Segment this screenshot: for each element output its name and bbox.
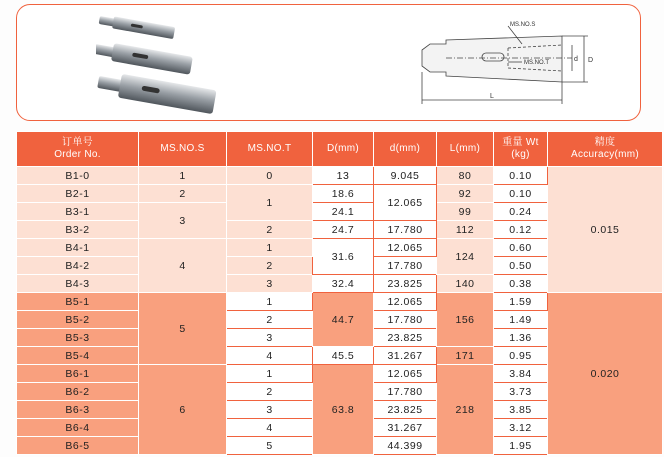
cell-weight: 3.85 [494, 401, 548, 419]
sleeve-small [98, 14, 175, 39]
cell-d: 12.065 [374, 239, 437, 257]
cell-order: B4-3 [17, 275, 139, 293]
cell-ms-s: 1 [139, 167, 227, 185]
header-d: d(mm) [374, 132, 437, 167]
sleeve-medium [96, 40, 193, 75]
cell-D: 24.7 [313, 221, 374, 239]
cell-d: 23.825 [374, 401, 437, 419]
cell-d: 12.065 [374, 185, 437, 221]
cell-ms-s: 3 [139, 203, 227, 239]
drawing-label-s: MS.NO.S [510, 22, 536, 28]
cell-weight: 0.10 [494, 167, 548, 185]
header-accuracy: 精度 Accuracy(mm) [548, 132, 663, 167]
cell-ms-t: 4 [227, 347, 313, 365]
cell-L: 218 [437, 365, 494, 455]
cell-accuracy: 0.015 [548, 167, 663, 293]
cell-d: 17.780 [374, 383, 437, 401]
cell-weight: 3.84 [494, 365, 548, 383]
cell-D: 31.6 [313, 239, 374, 275]
drawing-label-L: L [490, 93, 494, 100]
header-L: L(mm) [437, 132, 494, 167]
cell-D: 32.4 [313, 275, 374, 293]
cell-weight: 1.49 [494, 311, 548, 329]
cell-weight: 0.24 [494, 203, 548, 221]
cell-L: 171 [437, 347, 494, 365]
cell-L: 156 [437, 293, 494, 347]
cell-ms-s: 6 [139, 365, 227, 455]
cell-ms-t: 1 [227, 185, 313, 221]
table-row [17, 293, 663, 311]
cell-L: 112 [437, 221, 494, 239]
header-order: 订单号 Order No. [17, 132, 139, 167]
header-row [17, 132, 663, 167]
cell-weight: 1.95 [494, 437, 548, 455]
cell-L: 140 [437, 275, 494, 293]
cell-order: B3-1 [17, 203, 139, 221]
cell-ms-t: 5 [227, 437, 313, 455]
cell-weight: 3.12 [494, 419, 548, 437]
cell-D: 44.7 [313, 293, 374, 347]
cell-order: B3-2 [17, 221, 139, 239]
cell-weight: 0.95 [494, 347, 548, 365]
cell-order: B6-3 [17, 401, 139, 419]
header-D: D(mm) [313, 132, 374, 167]
cell-order: B6-4 [17, 419, 139, 437]
spec-table [16, 131, 663, 455]
cell-d: 31.267 [374, 347, 437, 365]
cell-ms-t: 2 [227, 257, 313, 275]
cell-L: 124 [437, 239, 494, 275]
cell-order: B5-1 [17, 293, 139, 311]
cell-D: 24.1 [313, 203, 374, 221]
cell-ms-s: 4 [139, 239, 227, 293]
drawing-label-d: d [574, 56, 578, 63]
cell-ms-t: 3 [227, 329, 313, 347]
cell-ms-t: 1 [227, 365, 313, 383]
cell-ms-s: 5 [139, 293, 227, 365]
cell-d: 12.065 [374, 293, 437, 311]
cell-ms-t: 1 [227, 239, 313, 257]
cell-weight: 0.60 [494, 239, 548, 257]
cell-L: 80 [437, 167, 494, 185]
cell-order: B5-2 [17, 311, 139, 329]
sleeve-large [96, 70, 216, 114]
cell-order: B1-0 [17, 167, 139, 185]
cell-weight: 1.59 [494, 293, 548, 311]
cell-order: B6-2 [17, 383, 139, 401]
cell-d: 17.780 [374, 257, 437, 275]
sleeve-photos [96, 8, 226, 118]
drawing-label-t: MS.NO.T [524, 60, 549, 66]
cell-ms-t: 2 [227, 383, 313, 401]
cell-d: 12.065 [374, 365, 437, 383]
cell-order: B4-2 [17, 257, 139, 275]
cell-weight: 3.73 [494, 383, 548, 401]
header-weight: 重量 Wt (kg) [494, 132, 548, 167]
cell-order: B2-1 [17, 185, 139, 203]
header-ms-s: MS.NO.S [139, 132, 227, 167]
cell-d: 17.780 [374, 221, 437, 239]
cell-ms-s: 2 [139, 185, 227, 203]
cell-ms-t: 2 [227, 311, 313, 329]
cell-d: 31.267 [374, 419, 437, 437]
cell-D: 13 [313, 167, 374, 185]
cell-D: 45.5 [313, 347, 374, 365]
cell-D: 63.8 [313, 365, 374, 455]
cell-order: B5-3 [17, 329, 139, 347]
cell-D: 18.6 [313, 185, 374, 203]
cell-accuracy: 0.020 [548, 293, 663, 455]
cell-d: 44.399 [374, 437, 437, 455]
header-ms-t: MS.NO.T [227, 132, 313, 167]
drawing-label-D: D [588, 57, 594, 64]
cell-d: 23.825 [374, 329, 437, 347]
cell-order: B6-1 [17, 365, 139, 383]
cell-weight: 1.36 [494, 329, 548, 347]
cell-weight: 0.10 [494, 185, 548, 203]
cell-d: 17.780 [374, 311, 437, 329]
cell-ms-t: 3 [227, 275, 313, 293]
cell-order: B6-5 [17, 437, 139, 455]
cell-L: 99 [437, 203, 494, 221]
technical-drawing [412, 18, 612, 113]
cell-ms-t: 2 [227, 221, 313, 239]
cell-weight: 0.12 [494, 221, 548, 239]
cell-order: B4-1 [17, 239, 139, 257]
cell-ms-t: 0 [227, 167, 313, 185]
cell-d: 23.825 [374, 275, 437, 293]
cell-L: 92 [437, 185, 494, 203]
cell-ms-t: 4 [227, 419, 313, 437]
cell-order: B5-4 [17, 347, 139, 365]
cell-weight: 0.38 [494, 275, 548, 293]
cell-weight: 0.50 [494, 257, 548, 275]
cell-ms-t: 3 [227, 401, 313, 419]
cell-ms-t: 1 [227, 293, 313, 311]
cell-d: 9.045 [374, 167, 437, 185]
table-row [17, 167, 663, 185]
